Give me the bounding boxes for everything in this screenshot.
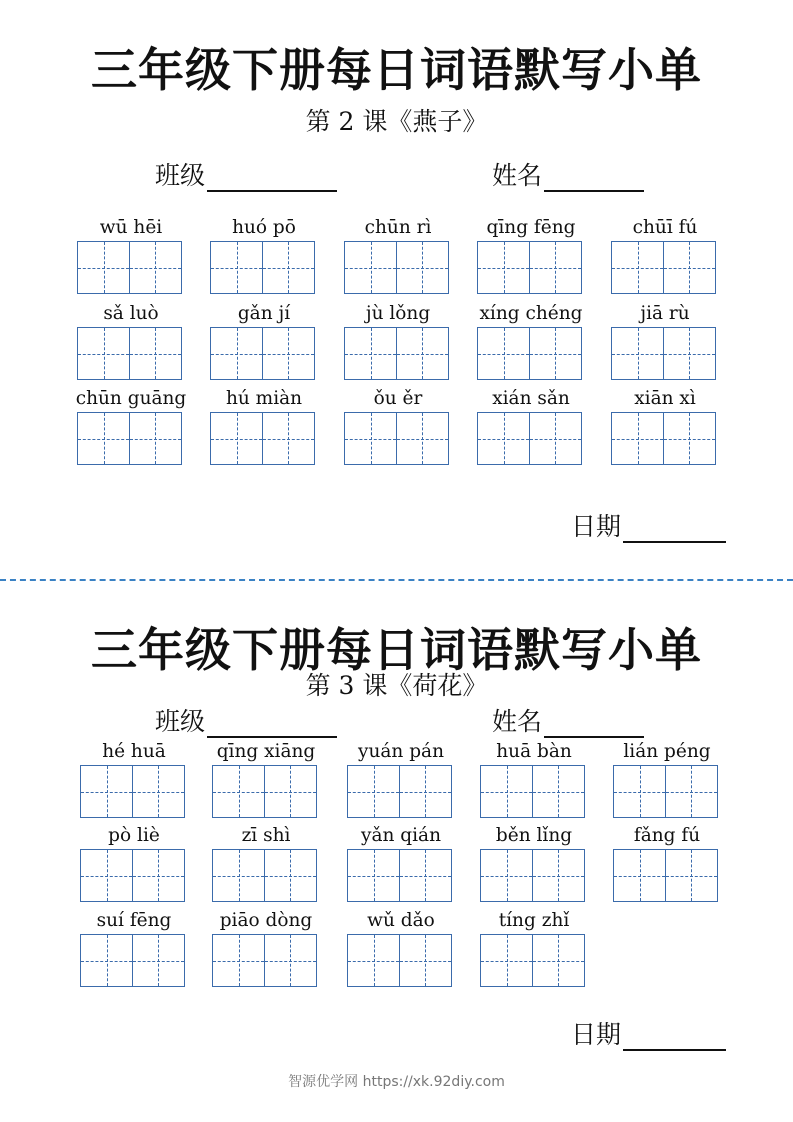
pinyin-label: chūn guāng xyxy=(75,388,187,409)
date-blank[interactable] xyxy=(623,1023,726,1051)
tianzige-box[interactable] xyxy=(344,412,397,465)
word-item xyxy=(611,215,719,294)
tianzige-box[interactable] xyxy=(529,412,582,465)
writing-boxes xyxy=(480,765,588,818)
word-item xyxy=(80,823,188,902)
date-blank[interactable] xyxy=(623,515,726,543)
pinyin-label: qīng xiāng xyxy=(216,741,316,762)
writing-boxes xyxy=(347,934,455,987)
tianzige-box[interactable] xyxy=(132,765,185,818)
pinyin-label: yǎn qián xyxy=(361,825,441,846)
writing-boxes xyxy=(477,241,585,294)
tianzige-box[interactable] xyxy=(480,849,533,902)
tianzige-box[interactable] xyxy=(212,849,265,902)
date-label: 日期 xyxy=(570,512,621,541)
word-item xyxy=(80,739,188,818)
sheet2-class-field xyxy=(155,702,337,738)
pinyin-label: běn lǐng xyxy=(495,825,573,846)
tianzige-box[interactable] xyxy=(132,849,185,902)
tianzige-box[interactable] xyxy=(77,327,130,380)
word-item xyxy=(613,823,721,902)
pinyin-label: xiān xì xyxy=(634,388,696,409)
word-item xyxy=(613,739,721,818)
writing-boxes xyxy=(212,765,320,818)
tianzige-box[interactable] xyxy=(212,765,265,818)
sheet1-lesson: 第 2 课《燕子》 xyxy=(305,107,488,136)
tianzige-box[interactable] xyxy=(129,327,182,380)
writing-boxes xyxy=(611,241,719,294)
word-item xyxy=(347,739,455,818)
pinyin-label: huó pō xyxy=(232,217,296,238)
name-blank[interactable] xyxy=(544,164,644,192)
tianzige-box[interactable] xyxy=(77,412,130,465)
pinyin-label: yuán pán xyxy=(358,741,444,762)
tianzige-box[interactable] xyxy=(399,849,452,902)
tianzige-box[interactable] xyxy=(262,412,315,465)
writing-boxes xyxy=(212,849,320,902)
tianzige-box[interactable] xyxy=(80,765,133,818)
tianzige-box[interactable] xyxy=(344,241,397,294)
tianzige-box[interactable] xyxy=(396,241,449,294)
pinyin-label: wǔ dǎo xyxy=(367,910,435,931)
tianzige-box[interactable] xyxy=(132,934,185,987)
word-item xyxy=(611,301,719,380)
footer-watermark: 智源优学网 https://xk.92diy.com xyxy=(288,1074,505,1090)
writing-boxes xyxy=(80,765,188,818)
writing-boxes xyxy=(613,765,721,818)
tianzige-box[interactable] xyxy=(262,241,315,294)
name-blank[interactable] xyxy=(544,710,644,738)
word-item xyxy=(77,301,185,380)
pinyin-label: fǎng fú xyxy=(633,825,701,846)
word-item xyxy=(480,908,588,987)
word-item xyxy=(210,301,318,380)
tianzige-box[interactable] xyxy=(210,412,263,465)
word-item xyxy=(344,301,452,380)
tianzige-box[interactable] xyxy=(665,765,718,818)
writing-boxes xyxy=(212,934,320,987)
word-item xyxy=(212,908,320,987)
word-item xyxy=(477,215,585,294)
class-blank[interactable] xyxy=(207,710,337,738)
word-item xyxy=(477,301,585,380)
tianzige-box[interactable] xyxy=(480,765,533,818)
pinyin-label: jiā rù xyxy=(640,303,690,324)
tianzige-box[interactable] xyxy=(264,934,317,987)
pinyin-label: ǒu ěr xyxy=(373,388,423,409)
tianzige-box[interactable] xyxy=(611,327,664,380)
word-item xyxy=(480,823,588,902)
tianzige-box[interactable] xyxy=(613,765,666,818)
writing-boxes xyxy=(77,412,185,465)
word-item xyxy=(77,215,185,294)
pinyin-label: suí fēng xyxy=(96,910,172,931)
name-label: 姓名 xyxy=(492,161,543,190)
writing-boxes xyxy=(80,934,188,987)
word-item xyxy=(212,739,320,818)
writing-boxes xyxy=(480,849,588,902)
pinyin-label: chūn rì xyxy=(364,217,432,238)
tianzige-box[interactable] xyxy=(347,934,400,987)
pinyin-label: huā bàn xyxy=(496,741,572,762)
tianzige-box[interactable] xyxy=(611,241,664,294)
tianzige-box[interactable] xyxy=(129,241,182,294)
word-item xyxy=(347,908,455,987)
word-item xyxy=(344,215,452,294)
writing-boxes xyxy=(210,327,318,380)
pinyin-label: xián sǎn xyxy=(492,388,570,409)
tianzige-box[interactable] xyxy=(264,765,317,818)
tianzige-box[interactable] xyxy=(613,849,666,902)
sheet1-name-field xyxy=(492,156,644,192)
pinyin-label: gǎn jí xyxy=(237,303,291,324)
word-item xyxy=(611,386,719,465)
writing-boxes xyxy=(611,327,719,380)
tianzige-box[interactable] xyxy=(262,327,315,380)
sheet1-date-field xyxy=(571,507,726,543)
writing-boxes xyxy=(477,412,585,465)
tianzige-box[interactable] xyxy=(396,412,449,465)
pinyin-label: zī shì xyxy=(241,825,291,846)
tianzige-box[interactable] xyxy=(529,241,582,294)
pinyin-label: hé huā xyxy=(102,741,166,762)
writing-boxes xyxy=(344,327,452,380)
pinyin-label: wū hēi xyxy=(99,217,163,238)
tianzige-box[interactable] xyxy=(77,241,130,294)
writing-boxes xyxy=(210,241,318,294)
class-label: 班级 xyxy=(155,707,206,736)
tianzige-box[interactable] xyxy=(264,849,317,902)
writing-boxes xyxy=(80,849,188,902)
writing-boxes xyxy=(344,241,452,294)
tianzige-box[interactable] xyxy=(532,849,585,902)
tianzige-box[interactable] xyxy=(347,849,400,902)
pinyin-label: qīng fēng xyxy=(486,217,576,238)
writing-boxes xyxy=(347,849,455,902)
pinyin-label: pò liè xyxy=(108,825,160,846)
pinyin-label: chūī fú xyxy=(632,217,698,238)
tianzige-box[interactable] xyxy=(399,934,452,987)
sheet1-title: 三年级下册每日词语默写小单 xyxy=(91,43,702,97)
writing-boxes xyxy=(344,412,452,465)
tianzige-box[interactable] xyxy=(344,327,397,380)
tianzige-box[interactable] xyxy=(399,765,452,818)
writing-boxes xyxy=(77,327,185,380)
class-blank[interactable] xyxy=(207,164,337,192)
name-label: 姓名 xyxy=(492,707,543,736)
tianzige-box[interactable] xyxy=(477,327,530,380)
tianzige-box[interactable] xyxy=(396,327,449,380)
sheet2-date-field xyxy=(571,1015,726,1051)
cut-line-divider xyxy=(0,579,793,581)
tianzige-box[interactable] xyxy=(663,412,716,465)
writing-boxes xyxy=(210,412,318,465)
tianzige-box[interactable] xyxy=(532,934,585,987)
tianzige-box[interactable] xyxy=(532,765,585,818)
tianzige-box[interactable] xyxy=(663,327,716,380)
tianzige-box[interactable] xyxy=(210,327,263,380)
word-item xyxy=(210,215,318,294)
tianzige-box[interactable] xyxy=(80,849,133,902)
writing-boxes xyxy=(613,849,721,902)
writing-boxes xyxy=(480,934,588,987)
writing-boxes xyxy=(347,765,455,818)
pinyin-label: xíng chéng xyxy=(479,303,583,324)
word-item xyxy=(347,823,455,902)
word-item xyxy=(210,386,318,465)
tianzige-box[interactable] xyxy=(212,934,265,987)
word-item xyxy=(344,386,452,465)
pinyin-label: sǎ luò xyxy=(103,303,159,324)
sheet2-title: 三年级下册每日词语默写小单 xyxy=(91,623,702,677)
sheet2-name-field xyxy=(492,702,644,738)
tianzige-box[interactable] xyxy=(611,412,664,465)
word-item xyxy=(480,739,588,818)
tianzige-box[interactable] xyxy=(477,412,530,465)
tianzige-box[interactable] xyxy=(129,412,182,465)
date-label: 日期 xyxy=(570,1020,621,1049)
pinyin-label: jù lǒng xyxy=(365,303,431,324)
pinyin-label: piāo dòng xyxy=(219,910,313,931)
tianzige-box[interactable] xyxy=(347,765,400,818)
word-item xyxy=(212,823,320,902)
sheet1-class-field xyxy=(155,156,337,192)
tianzige-box[interactable] xyxy=(529,327,582,380)
tianzige-box[interactable] xyxy=(480,934,533,987)
word-item xyxy=(80,908,188,987)
writing-boxes xyxy=(77,241,185,294)
word-item xyxy=(477,386,585,465)
tianzige-box[interactable] xyxy=(210,241,263,294)
tianzige-box[interactable] xyxy=(663,241,716,294)
pinyin-label: hú miàn xyxy=(225,388,303,409)
pinyin-label: lián péng xyxy=(623,741,711,762)
class-label: 班级 xyxy=(155,161,206,190)
word-item xyxy=(77,386,185,465)
tianzige-box[interactable] xyxy=(80,934,133,987)
writing-boxes xyxy=(611,412,719,465)
sheet2-lesson: 第 3 课《荷花》 xyxy=(305,671,488,700)
pinyin-label: tíng zhǐ xyxy=(498,910,570,931)
writing-boxes xyxy=(477,327,585,380)
tianzige-box[interactable] xyxy=(477,241,530,294)
tianzige-box[interactable] xyxy=(665,849,718,902)
